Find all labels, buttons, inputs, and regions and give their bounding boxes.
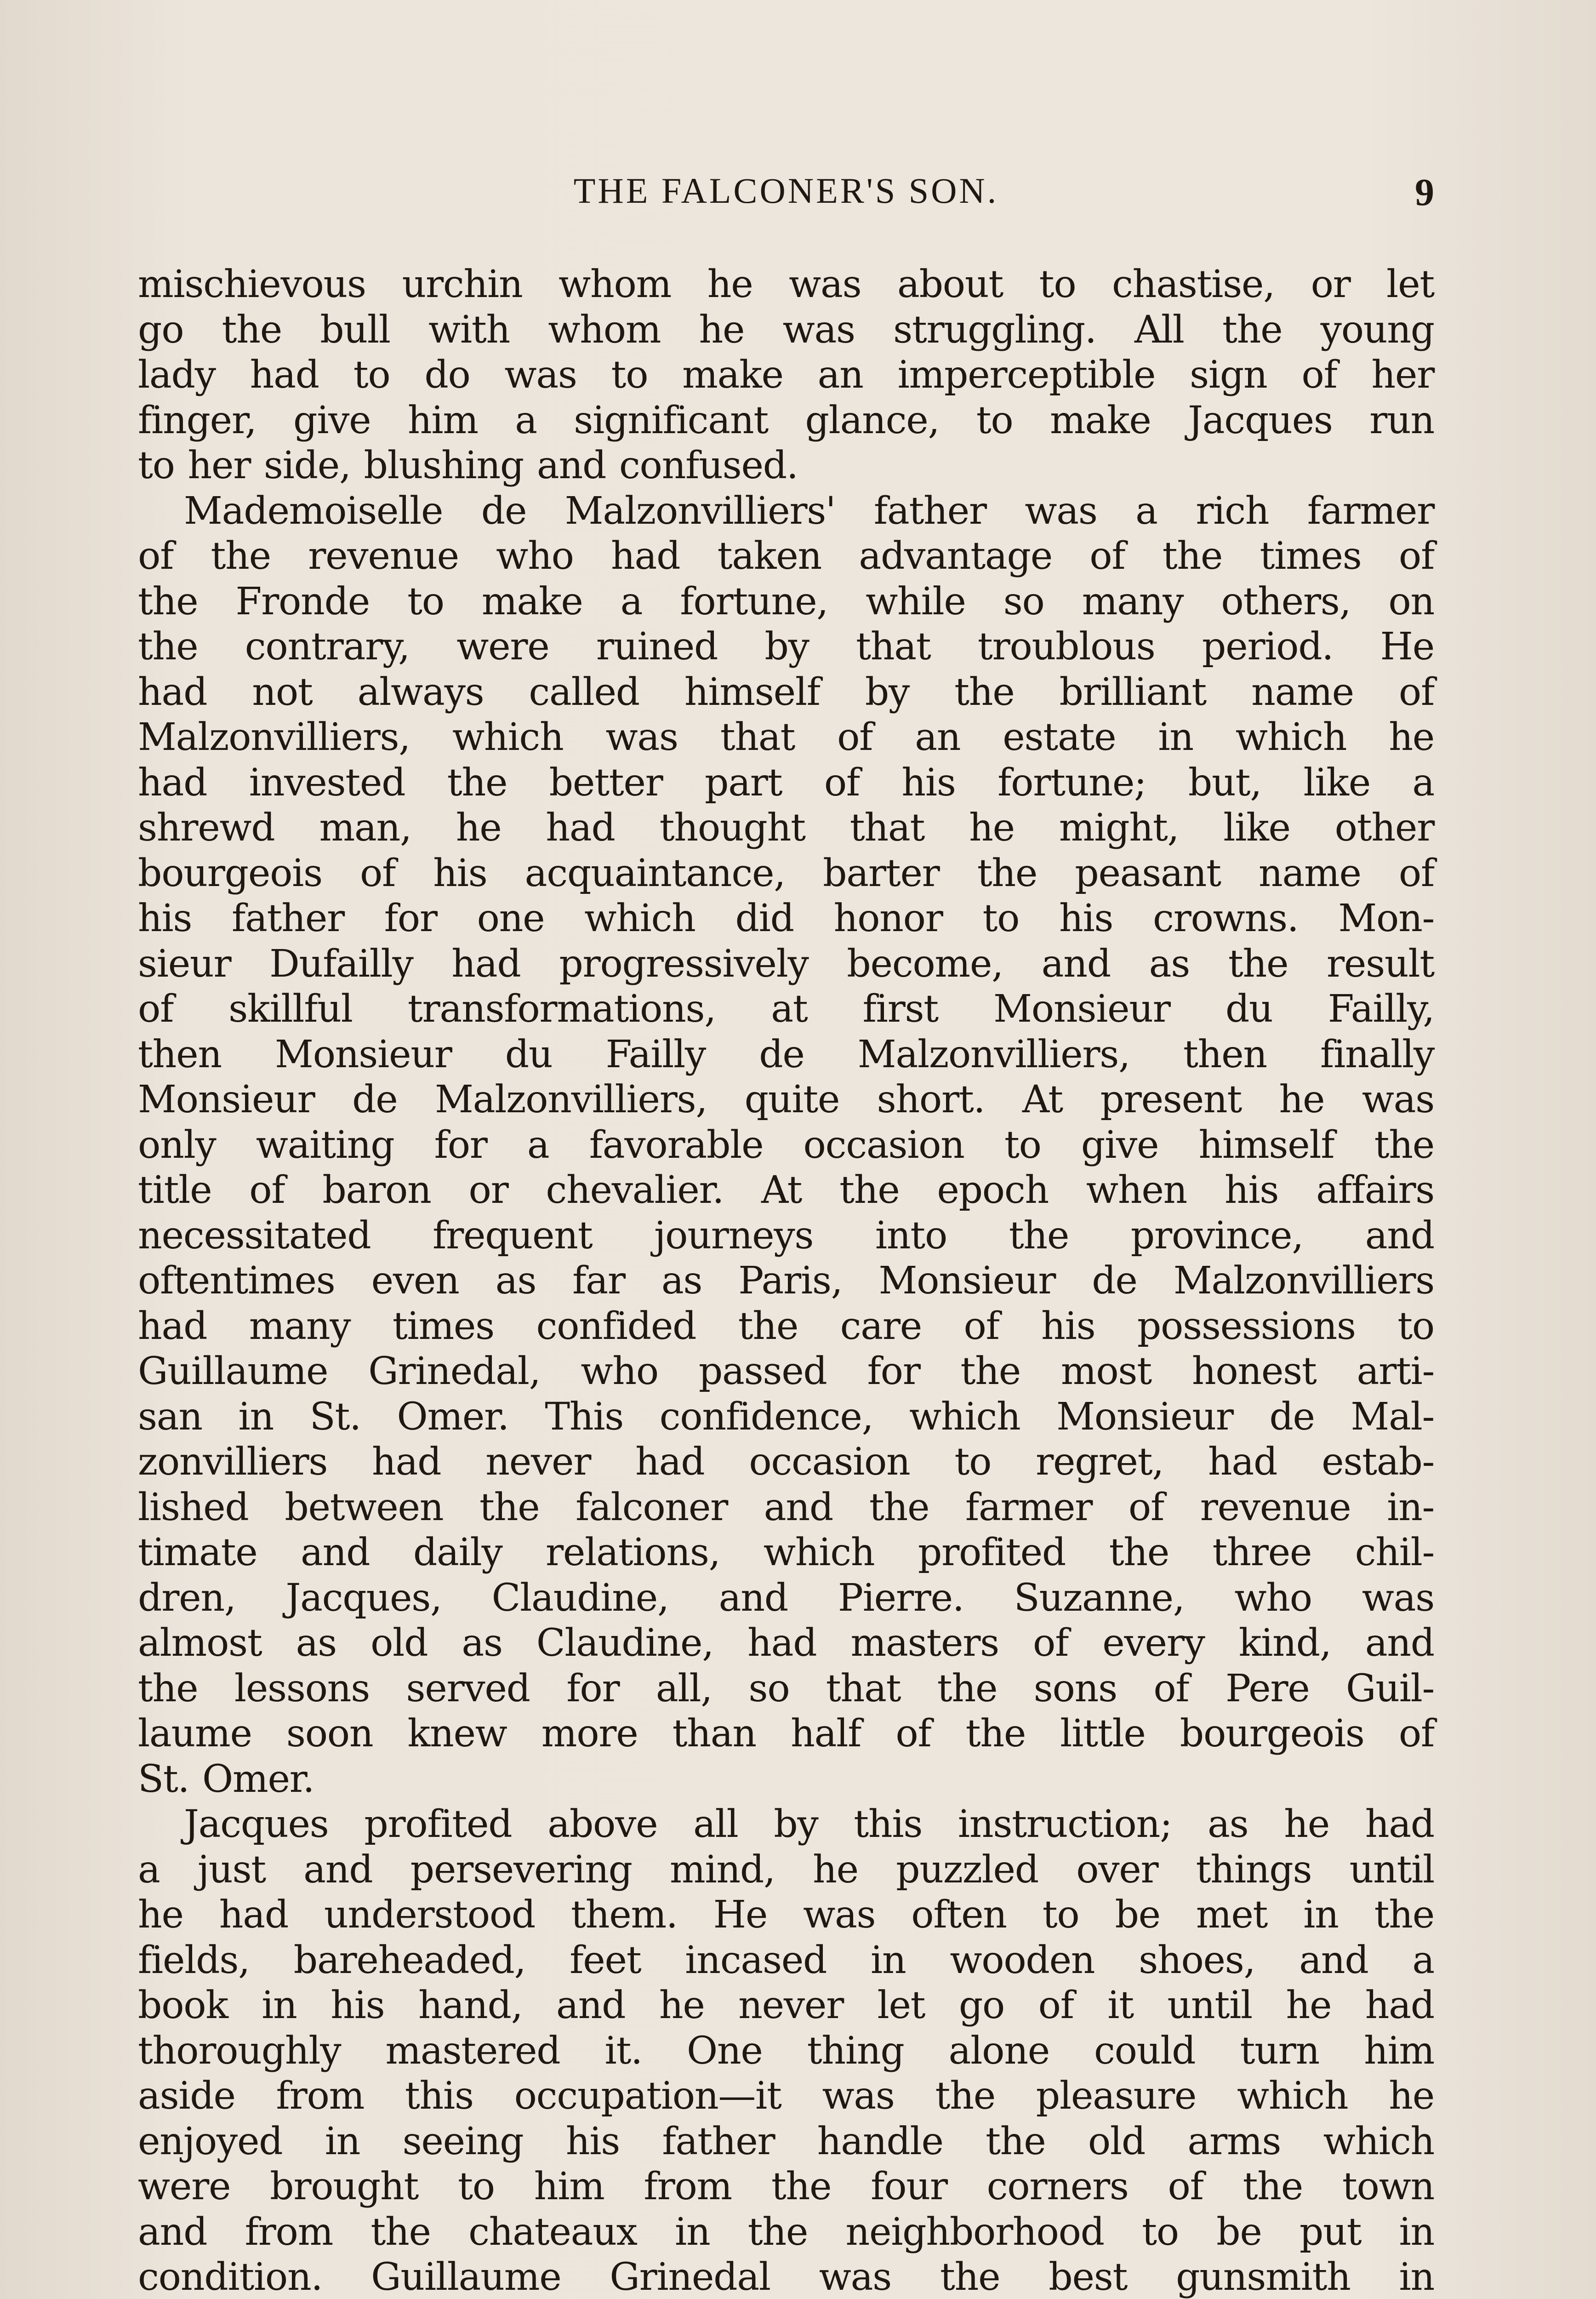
text-line: mischievous urchin whom he was about to chastise, or let <box>138 263 1434 306</box>
text-line: the lessons served for all, so that the sons of Pere Guil- <box>138 1666 1434 1710</box>
text-line: enjoyed in seeing his father handle the old arms which <box>138 2119 1434 2163</box>
text-line: and from the chateaux in the neighborhood to be put in <box>138 2210 1434 2254</box>
text-line: necessitated frequent journeys into the province, and <box>138 1213 1434 1258</box>
text-line: had not always called himself by the brilliant name of <box>138 670 1434 714</box>
text-line: book in his hand, and he never let go of it until he had <box>138 1984 1434 2027</box>
text-line: thoroughly mastered it. One thing alone could turn him <box>138 2029 1434 2073</box>
text-line: the contrary, were ruined by that troublous period. He <box>138 625 1434 669</box>
text-line: go the bull with whom he was struggling. All the young <box>138 308 1434 352</box>
text-line: Monsieur de Malzonvilliers, quite short. At present he was <box>138 1078 1434 1121</box>
page-number: 9 <box>1415 171 1434 214</box>
text-line: then Monsieur du Failly de Malzonvilliers, then finally <box>138 1032 1434 1076</box>
text-line: timate and daily relations, which profited the three chil- <box>138 1531 1434 1574</box>
text-line: had many times confided the care of his possessions to <box>138 1304 1434 1348</box>
text-line: of skillful transformations, at first Monsieur du Failly, <box>138 987 1434 1031</box>
text-line: of the revenue who had taken advantage of the times of <box>138 534 1434 578</box>
text-line: only waiting for a favorable occasion to give himself the <box>138 1123 1434 1167</box>
text-line: fields, bareheaded, feet incased in wooden shoes, and a <box>138 1938 1434 1982</box>
text-line: bourgeois of his acquaintance, barter the peasant name of <box>138 851 1434 895</box>
text-line: Malzonvilliers, which was that of an estate in which he <box>138 715 1434 759</box>
text-line: lished between the falconer and the farmer of revenue in- <box>138 1485 1434 1529</box>
text-line: a just and persevering mind, he puzzled over things until <box>138 1847 1434 1892</box>
text-line: zonvilliers had never had occasion to regret, had estab- <box>138 1440 1434 1484</box>
text-line: aside from this occupation—it was the pleasure which he <box>138 2074 1434 2118</box>
text-line: were brought to him from the four corners of the town <box>138 2165 1434 2208</box>
body-text <box>138 262 1434 2299</box>
text-line: laume soon knew more than half of the little bourgeois of <box>138 1712 1434 1756</box>
text-line: oftentimes even as far as Paris, Monsieur de Malzonvilliers <box>138 1259 1434 1303</box>
text-line: title of baron or chevalier. At the epoch when his affairs <box>138 1168 1434 1212</box>
text-line: lady had to do was to make an imperceptible sign of her <box>138 353 1434 397</box>
text-line: Guillaume Grinedal, who passed for the most honest arti- <box>138 1350 1434 1393</box>
text-line: finger, give him a significant glance, to make Jacques run <box>138 398 1434 442</box>
text-line: St. Omer. <box>138 1757 314 1801</box>
text-line: san in St. Omer. This confidence, which Monsieur de Mal- <box>138 1395 1434 1439</box>
text-line: he had understood them. He was often to be met in the <box>138 1893 1434 1937</box>
text-line: Mademoiselle de Malzonvilliers' father was a rich farmer <box>184 489 1434 533</box>
text-line: had invested the better part of his fortune; but, like a <box>138 761 1434 805</box>
text-line: the Fronde to make a fortune, while so many others, on <box>138 579 1434 623</box>
text-line: shrewd man, he had thought that he might, like other <box>138 806 1434 850</box>
page-header <box>138 170 1434 225</box>
running-title: THE FALCONER'S SON. <box>573 171 999 211</box>
text-line: to her side, blushing and confused. <box>138 444 798 487</box>
text-line: Jacques profited above all by this instruction; as he had <box>184 1802 1434 1846</box>
text-line: almost as old as Claudine, had masters of every kind, and <box>138 1621 1434 1665</box>
text-line: dren, Jacques, Claudine, and Pierre. Suzanne, who was <box>138 1576 1434 1620</box>
text-line: condition. Guillaume Grinedal was the best gunsmith in <box>138 2255 1434 2299</box>
text-line: his father for one which did honor to his crowns. Mon- <box>138 897 1434 940</box>
text-line: sieur Dufailly had progressively become, and as the result <box>138 942 1434 986</box>
